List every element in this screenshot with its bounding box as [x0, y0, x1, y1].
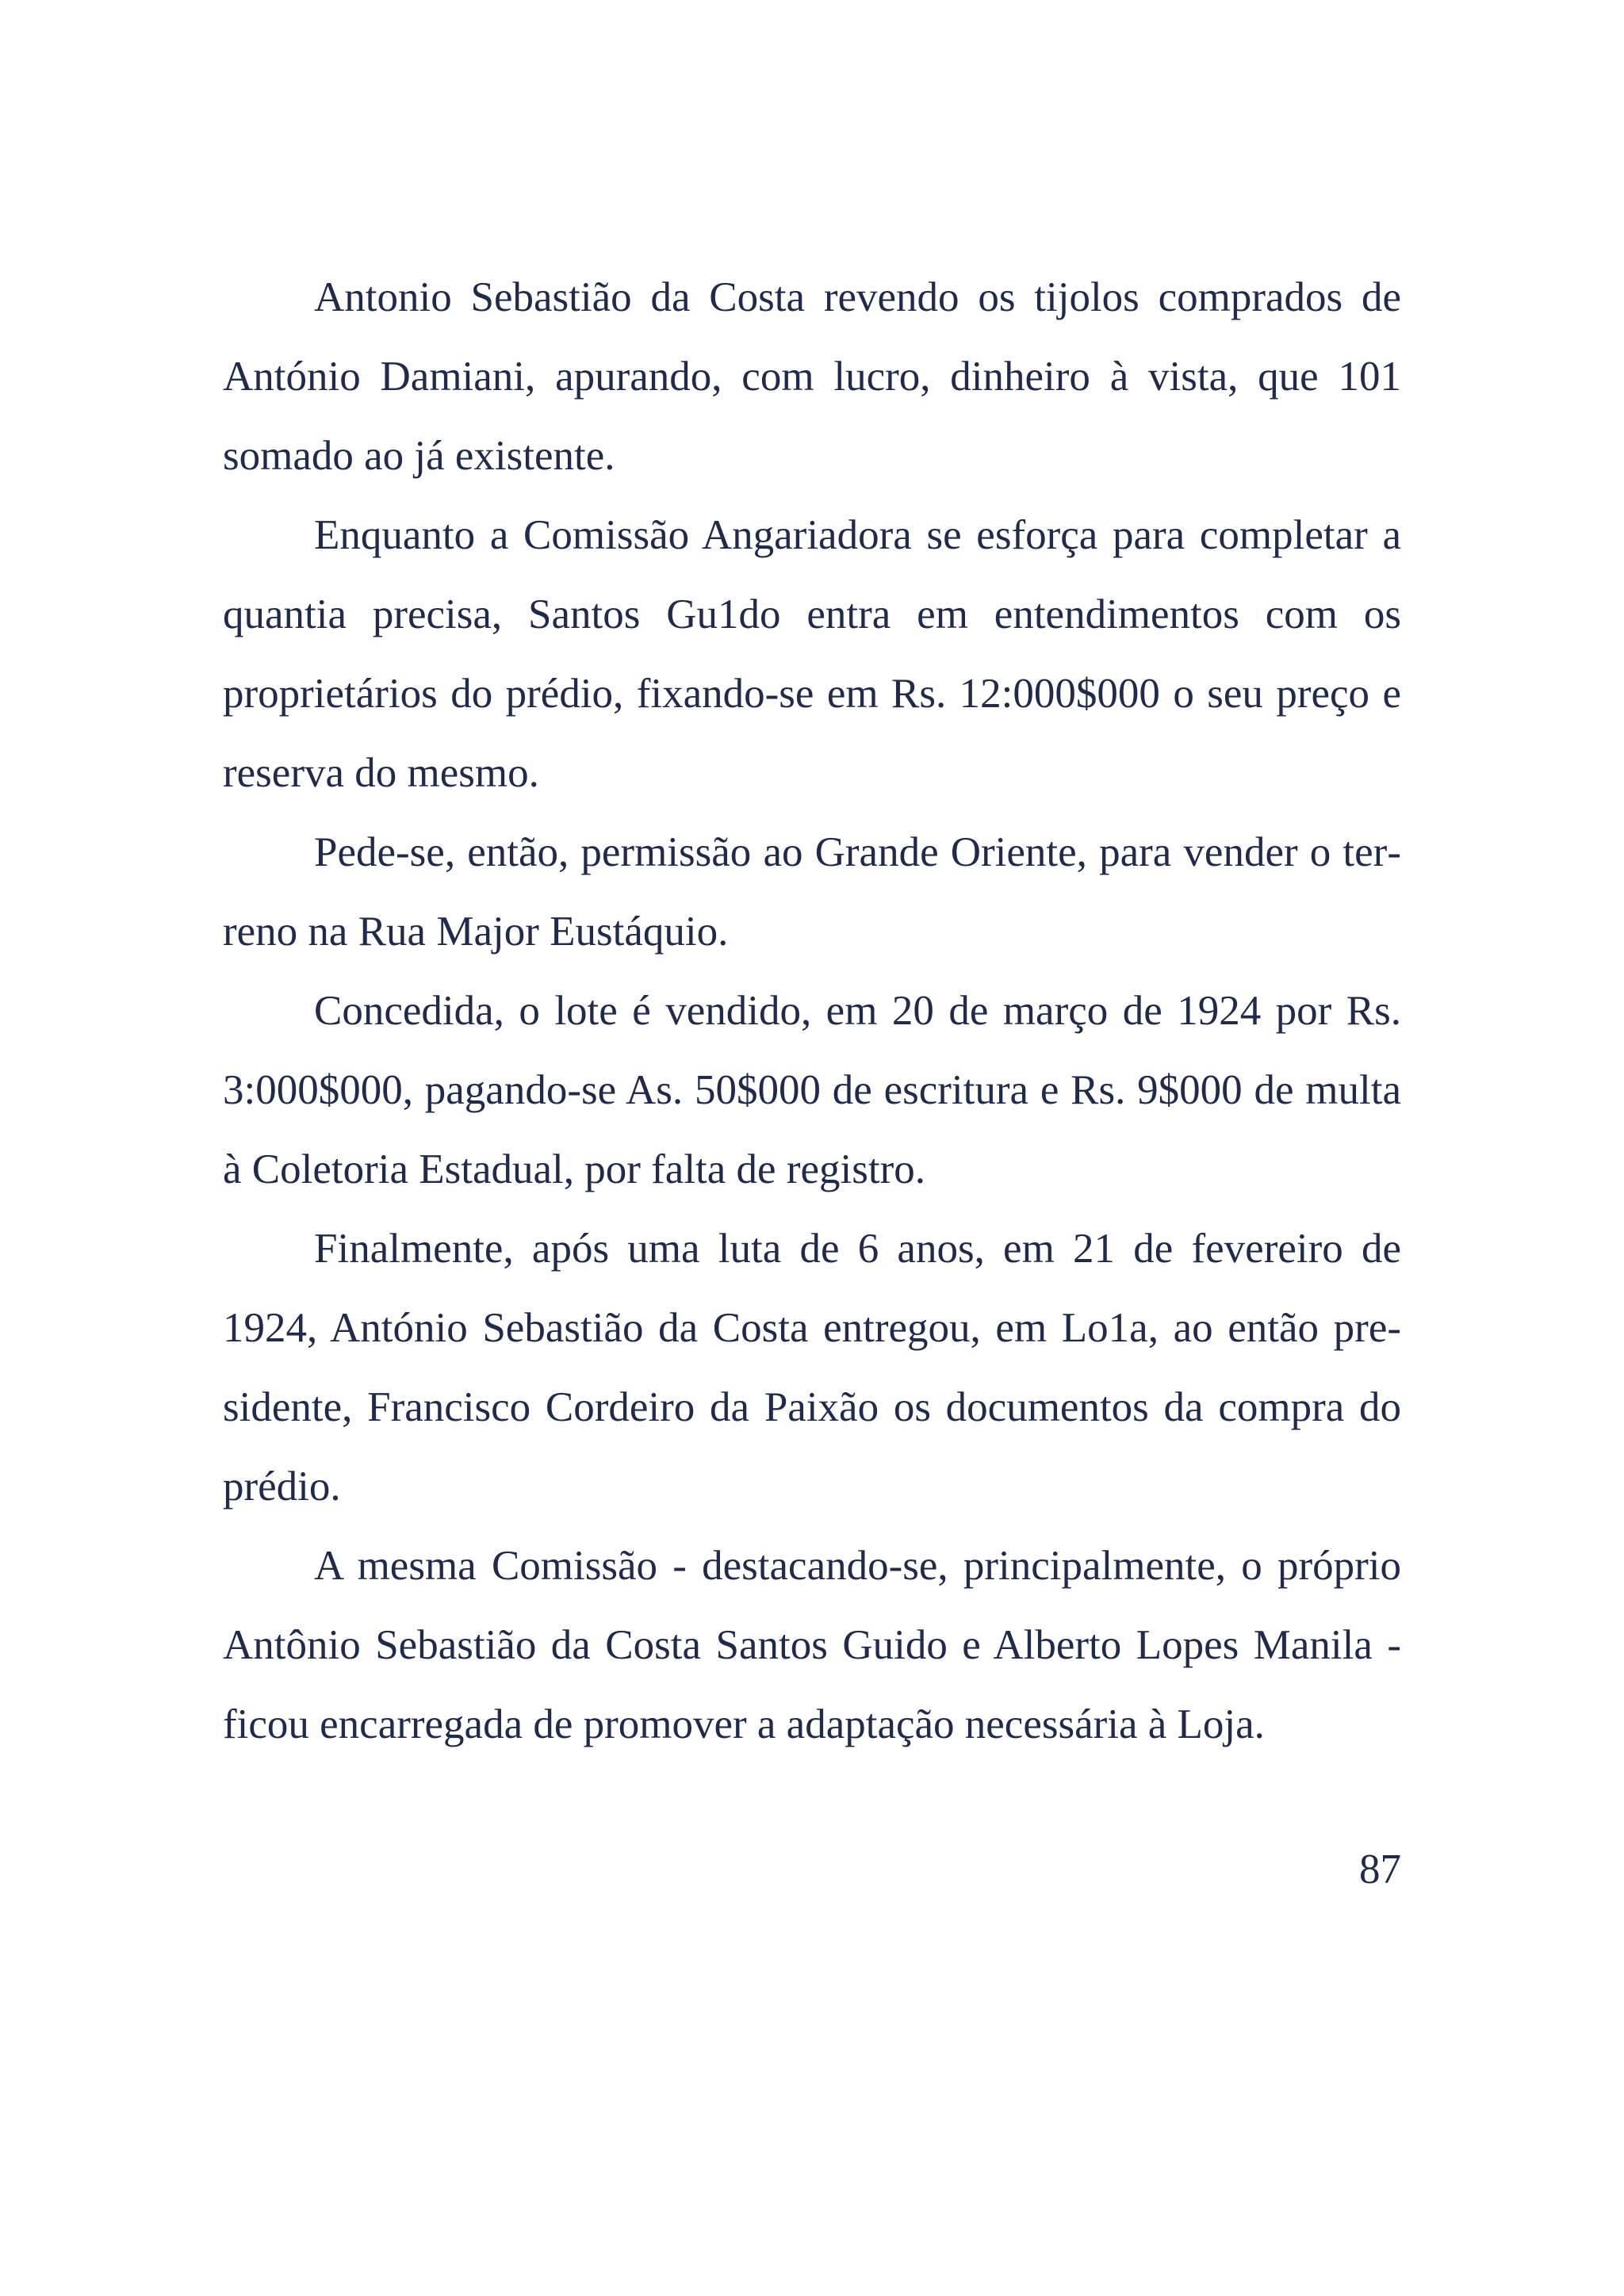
paragraph-5: Finalmente, após uma luta de 6 anos, em 21 de fevereiro de 1924, António Sebastião da Costa entregou, em Lo1a, ao então presidente, Francisco Cordeiro da Paixão os documentos da compra do prédio. — [223, 1226, 1401, 1510]
paragraph-2: Enquanto a Comissão Angariadora se esforça para completar a quantia precisa, Santos Gu1do entra em entendimentos com os proprietários do prédio, fixando-se em Rs. 12:000$000 o seu preço e reserva do mesmo. — [223, 512, 1401, 796]
body-text — [223, 258, 1401, 1764]
paragraph-1: Antonio Sebastião da Costa revendo os tijolos comprados de António Damiani, apurando, com lucro, dinheiro à vista, que 101 somado ao já existente. — [223, 274, 1401, 479]
paragraph-6: A mesma Comissão - destacando-se, principalmente, o próprio Antônio Sebastião da Costa Santos Guido e Alberto Lopes Manila - ficou encarregada de promover a adaptação necessária à Loja. — [223, 1543, 1401, 1747]
paragraph-4: Concedida, o lote é vendido, em 20 de março de 1924 por Rs. 3:000$000, pagando-se As. 50$000 de escritura e Rs. 9$000 de multa à Coletoria Estadual, por falta de registro. — [223, 988, 1401, 1192]
page-number: 87 — [1359, 1846, 1401, 1892]
paragraph-3: Pede-se, então, permissão ao Grande Oriente, para vender o terreno na Rua Major Eustáquio. — [223, 829, 1401, 955]
